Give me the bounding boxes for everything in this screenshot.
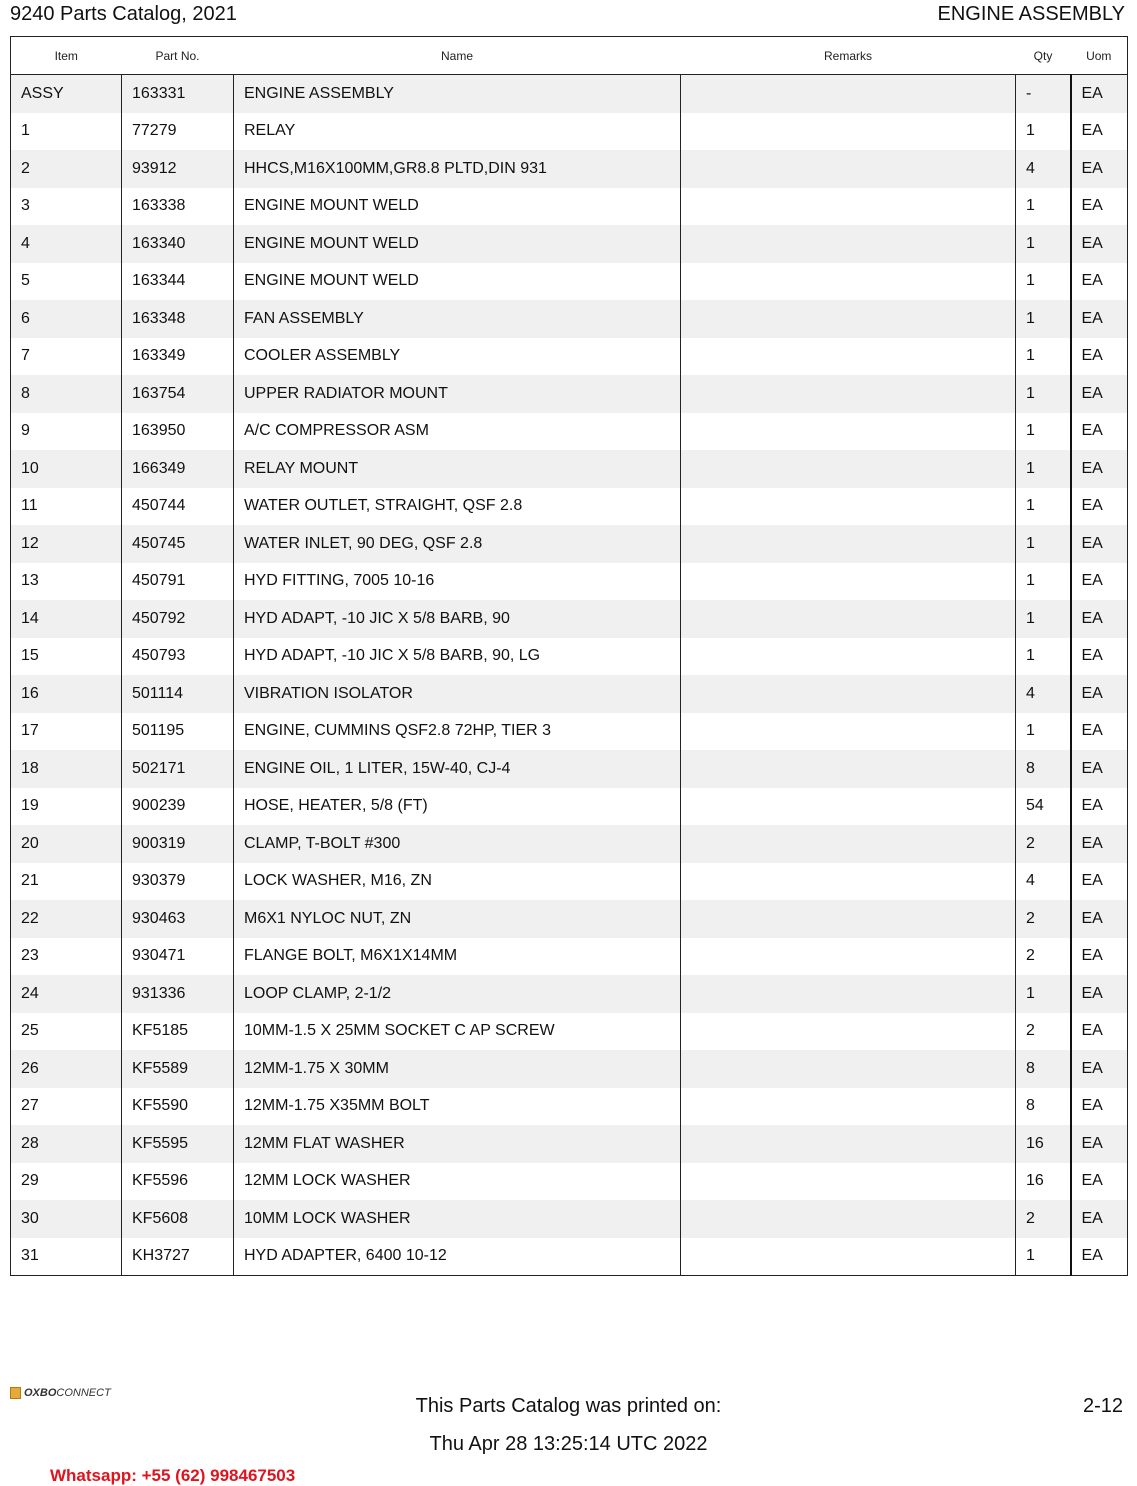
cell-item: 29 [11, 1163, 122, 1201]
cell-qty: 4 [1016, 150, 1071, 188]
cell-name: HOSE, HEATER, 5/8 (FT) [234, 788, 681, 826]
cell-remarks [681, 675, 1016, 713]
cell-qty: 1 [1016, 413, 1071, 451]
cell-uom: EA [1071, 525, 1128, 563]
cell-remarks [681, 975, 1016, 1013]
cell-qty: 8 [1016, 750, 1071, 788]
table-row [11, 225, 1128, 263]
cell-uom: EA [1071, 413, 1128, 451]
cell-qty: 1 [1016, 375, 1071, 413]
page-number: 2-12 [1082, 1395, 1123, 1417]
cell-part-no: 501114 [122, 675, 234, 713]
cell-uom: EA [1071, 1200, 1128, 1238]
cell-item: 7 [11, 338, 122, 376]
cell-qty: - [1016, 75, 1071, 113]
cell-name: LOCK WASHER, M16, ZN [234, 863, 681, 901]
cell-uom: EA [1071, 188, 1128, 226]
cell-uom: EA [1071, 1238, 1128, 1276]
cell-item: 1 [11, 113, 122, 151]
cell-name: ENGINE, CUMMINS QSF2.8 72HP, TIER 3 [234, 713, 681, 751]
column-header-part-no: Part No. [122, 37, 234, 75]
cell-item: 30 [11, 1200, 122, 1238]
column-header-qty: Qty [1016, 37, 1071, 75]
table-row [11, 300, 1128, 338]
cell-part-no: KF5185 [122, 1013, 234, 1051]
cell-remarks [681, 188, 1016, 226]
cell-item: 31 [11, 1238, 122, 1276]
table-row [11, 1163, 1128, 1201]
table-row [11, 975, 1128, 1013]
table-row [11, 263, 1128, 301]
cell-name: WATER OUTLET, STRAIGHT, QSF 2.8 [234, 488, 681, 526]
table-row [11, 1125, 1128, 1163]
cell-uom: EA [1071, 825, 1128, 863]
cell-remarks [681, 75, 1016, 113]
cell-uom: EA [1071, 375, 1128, 413]
cell-remarks [681, 450, 1016, 488]
cell-uom: EA [1071, 338, 1128, 376]
table-row [11, 638, 1128, 676]
cell-item: 13 [11, 563, 122, 601]
cell-remarks [681, 788, 1016, 826]
cell-item: 5 [11, 263, 122, 301]
cell-uom: EA [1071, 1013, 1128, 1051]
cell-part-no: 450745 [122, 525, 234, 563]
cell-qty: 1 [1016, 188, 1071, 226]
table-row [11, 413, 1128, 451]
table-row [11, 1013, 1128, 1051]
cell-uom: EA [1071, 1050, 1128, 1088]
cell-part-no: 900239 [122, 788, 234, 826]
catalog-title: 9240 Parts Catalog, 2021 [10, 3, 237, 25]
cell-part-no: 501195 [122, 713, 234, 751]
parts-table-header [11, 37, 1128, 75]
cell-item: 18 [11, 750, 122, 788]
table-row [11, 338, 1128, 376]
cell-remarks [681, 900, 1016, 938]
cell-item: 8 [11, 375, 122, 413]
cell-qty: 1 [1016, 600, 1071, 638]
cell-part-no: 163344 [122, 263, 234, 301]
cell-qty: 1 [1016, 488, 1071, 526]
cell-name: HYD ADAPTER, 6400 10-12 [234, 1238, 681, 1276]
cell-uom: EA [1071, 675, 1128, 713]
column-header-item: Item [11, 37, 122, 75]
cell-name: ENGINE ASSEMBLY [234, 75, 681, 113]
section-title: ENGINE ASSEMBLY [937, 3, 1125, 25]
parts-table [10, 36, 1128, 1276]
cell-remarks [681, 600, 1016, 638]
cell-name: COOLER ASSEMBLY [234, 338, 681, 376]
cell-qty: 16 [1016, 1125, 1071, 1163]
cell-part-no: 502171 [122, 750, 234, 788]
cell-item: 15 [11, 638, 122, 676]
cell-uom: EA [1071, 75, 1128, 113]
cell-remarks [681, 638, 1016, 676]
table-row [11, 750, 1128, 788]
cell-remarks [681, 413, 1016, 451]
cell-name: M6X1 NYLOC NUT, ZN [234, 900, 681, 938]
table-row [11, 1088, 1128, 1126]
table-row [11, 825, 1128, 863]
table-row [11, 900, 1128, 938]
cell-remarks [681, 113, 1016, 151]
cell-name: VIBRATION ISOLATOR [234, 675, 681, 713]
cell-part-no: 930379 [122, 863, 234, 901]
cell-item: ASSY [11, 75, 122, 113]
cell-item: 12 [11, 525, 122, 563]
cell-item: 26 [11, 1050, 122, 1088]
cell-name: FAN ASSEMBLY [234, 300, 681, 338]
cell-part-no: 930471 [122, 938, 234, 976]
table-row [11, 675, 1128, 713]
cell-part-no: 900319 [122, 825, 234, 863]
cell-name: HYD ADAPT, -10 JIC X 5/8 BARB, 90 [234, 600, 681, 638]
cell-uom: EA [1071, 713, 1128, 751]
cell-part-no: 450793 [122, 638, 234, 676]
table-row [11, 188, 1128, 226]
cell-item: 27 [11, 1088, 122, 1126]
cell-qty: 8 [1016, 1088, 1071, 1126]
cell-item: 6 [11, 300, 122, 338]
table-row [11, 1050, 1128, 1088]
cell-uom: EA [1071, 863, 1128, 901]
cell-uom: EA [1071, 1088, 1128, 1126]
cell-qty: 1 [1016, 113, 1071, 151]
cell-remarks [681, 338, 1016, 376]
cell-uom: EA [1071, 1125, 1128, 1163]
table-row [11, 150, 1128, 188]
cell-qty: 2 [1016, 1200, 1071, 1238]
printed-on-date: Thu Apr 28 13:25:14 UTC 2022 [429, 1433, 708, 1455]
cell-part-no: 930463 [122, 900, 234, 938]
column-header-uom: Uom [1071, 37, 1128, 75]
cell-part-no: 450792 [122, 600, 234, 638]
cell-name: HHCS,M16X100MM,GR8.8 PLTD,DIN 931 [234, 150, 681, 188]
cell-qty: 1 [1016, 975, 1071, 1013]
cell-name: HYD FITTING, 7005 10-16 [234, 563, 681, 601]
cell-qty: 1 [1016, 225, 1071, 263]
cell-remarks [681, 488, 1016, 526]
cell-remarks [681, 713, 1016, 751]
cell-part-no: KF5595 [122, 1125, 234, 1163]
table-row [11, 788, 1128, 826]
cell-uom: EA [1071, 900, 1128, 938]
cell-uom: EA [1071, 300, 1128, 338]
cell-remarks [681, 1088, 1016, 1126]
table-row [11, 525, 1128, 563]
cell-qty: 2 [1016, 1013, 1071, 1051]
cell-qty: 2 [1016, 825, 1071, 863]
logo-text-bold: OXBO [24, 1387, 57, 1399]
cell-part-no: 450744 [122, 488, 234, 526]
cell-item: 21 [11, 863, 122, 901]
parts-table-body [11, 75, 1128, 1276]
printed-on-label: This Parts Catalog was printed on: [415, 1395, 722, 1417]
cell-name: UPPER RADIATOR MOUNT [234, 375, 681, 413]
table-row [11, 563, 1128, 601]
cell-name: CLAMP, T-BOLT #300 [234, 825, 681, 863]
cell-remarks [681, 1013, 1016, 1051]
cell-uom: EA [1071, 150, 1128, 188]
cell-item: 4 [11, 225, 122, 263]
cell-uom: EA [1071, 750, 1128, 788]
cell-part-no: KF5596 [122, 1163, 234, 1201]
cell-part-no: KF5608 [122, 1200, 234, 1238]
cell-uom: EA [1071, 938, 1128, 976]
cell-qty: 1 [1016, 450, 1071, 488]
cell-item: 3 [11, 188, 122, 226]
cell-qty: 1 [1016, 263, 1071, 301]
cell-qty: 1 [1016, 525, 1071, 563]
cell-qty: 8 [1016, 1050, 1071, 1088]
cell-part-no: KF5589 [122, 1050, 234, 1088]
cell-item: 23 [11, 938, 122, 976]
cell-part-no: 450791 [122, 563, 234, 601]
cell-qty: 1 [1016, 563, 1071, 601]
cell-qty: 2 [1016, 900, 1071, 938]
cell-qty: 4 [1016, 675, 1071, 713]
cell-remarks [681, 150, 1016, 188]
cell-item: 14 [11, 600, 122, 638]
column-header-remarks: Remarks [681, 37, 1016, 75]
cell-part-no: 163331 [122, 75, 234, 113]
cell-uom: EA [1071, 788, 1128, 826]
table-row [11, 75, 1128, 113]
cell-part-no: 163340 [122, 225, 234, 263]
cell-uom: EA [1071, 600, 1128, 638]
cell-qty: 1 [1016, 638, 1071, 676]
cell-uom: EA [1071, 225, 1128, 263]
cell-name: ENGINE MOUNT WELD [234, 263, 681, 301]
cell-remarks [681, 825, 1016, 863]
cell-remarks [681, 300, 1016, 338]
cell-item: 22 [11, 900, 122, 938]
column-header-name: Name [234, 37, 681, 75]
cell-qty: 1 [1016, 1238, 1071, 1276]
cell-name: 12MM FLAT WASHER [234, 1125, 681, 1163]
cell-item: 28 [11, 1125, 122, 1163]
cell-uom: EA [1071, 488, 1128, 526]
cell-remarks [681, 563, 1016, 601]
cell-name: 12MM-1.75 X35MM BOLT [234, 1088, 681, 1126]
table-row [11, 713, 1128, 751]
cell-item: 25 [11, 1013, 122, 1051]
logo-text-light: CONNECT [56, 1387, 111, 1399]
cell-part-no: 931336 [122, 975, 234, 1013]
cell-part-no: 163348 [122, 300, 234, 338]
cell-remarks [681, 1238, 1016, 1276]
cell-name: 12MM LOCK WASHER [234, 1163, 681, 1201]
cell-name: ENGINE MOUNT WELD [234, 225, 681, 263]
cell-uom: EA [1071, 975, 1128, 1013]
cell-remarks [681, 750, 1016, 788]
cell-part-no: 163349 [122, 338, 234, 376]
cell-name: ENGINE OIL, 1 LITER, 15W-40, CJ-4 [234, 750, 681, 788]
cell-part-no: 166349 [122, 450, 234, 488]
cell-qty: 1 [1016, 338, 1071, 376]
whatsapp-contact: Whatsapp: +55 (62) 998467503 [50, 1466, 296, 1485]
cell-name: RELAY [234, 113, 681, 151]
cell-remarks [681, 263, 1016, 301]
cell-part-no: KF5590 [122, 1088, 234, 1126]
cell-qty: 54 [1016, 788, 1071, 826]
cell-part-no: 163754 [122, 375, 234, 413]
cell-qty: 1 [1016, 300, 1071, 338]
cell-name: 10MM LOCK WASHER [234, 1200, 681, 1238]
cell-remarks [681, 1050, 1016, 1088]
cell-uom: EA [1071, 263, 1128, 301]
cell-item: 24 [11, 975, 122, 1013]
cell-item: 19 [11, 788, 122, 826]
cell-remarks [681, 225, 1016, 263]
table-row [11, 1238, 1128, 1276]
cell-uom: EA [1071, 450, 1128, 488]
cell-part-no: KH3727 [122, 1238, 234, 1276]
cell-qty: 1 [1016, 713, 1071, 751]
cell-remarks [681, 525, 1016, 563]
cell-name: FLANGE BOLT, M6X1X14MM [234, 938, 681, 976]
cell-uom: EA [1071, 1163, 1128, 1201]
cell-uom: EA [1071, 113, 1128, 151]
cell-remarks [681, 1125, 1016, 1163]
cell-name: 12MM-1.75 X 30MM [234, 1050, 681, 1088]
cell-item: 20 [11, 825, 122, 863]
cell-item: 9 [11, 413, 122, 451]
cell-qty: 4 [1016, 863, 1071, 901]
cell-part-no: 163950 [122, 413, 234, 451]
cell-name: 10MM-1.5 X 25MM SOCKET C AP SCREW [234, 1013, 681, 1051]
cell-name: RELAY MOUNT [234, 450, 681, 488]
table-row [11, 863, 1128, 901]
table-row [11, 375, 1128, 413]
cell-remarks [681, 863, 1016, 901]
cell-item: 11 [11, 488, 122, 526]
cell-name: HYD ADAPT, -10 JIC X 5/8 BARB, 90, LG [234, 638, 681, 676]
table-row [11, 450, 1128, 488]
cell-part-no: 163338 [122, 188, 234, 226]
table-row [11, 600, 1128, 638]
cell-remarks [681, 375, 1016, 413]
cell-item: 16 [11, 675, 122, 713]
cell-remarks [681, 938, 1016, 976]
table-row [11, 113, 1128, 151]
cell-uom: EA [1071, 563, 1128, 601]
table-row [11, 488, 1128, 526]
cell-name: LOOP CLAMP, 2-1/2 [234, 975, 681, 1013]
cell-item: 10 [11, 450, 122, 488]
cell-qty: 16 [1016, 1163, 1071, 1201]
cell-part-no: 77279 [122, 113, 234, 151]
cell-item: 17 [11, 713, 122, 751]
cell-qty: 2 [1016, 938, 1071, 976]
cell-part-no: 93912 [122, 150, 234, 188]
cell-remarks [681, 1200, 1016, 1238]
cell-uom: EA [1071, 638, 1128, 676]
cell-name: WATER INLET, 90 DEG, QSF 2.8 [234, 525, 681, 563]
cell-remarks [681, 1163, 1016, 1201]
cell-name: A/C COMPRESSOR ASM [234, 413, 681, 451]
cell-name: ENGINE MOUNT WELD [234, 188, 681, 226]
cell-item: 2 [11, 150, 122, 188]
table-row [11, 1200, 1128, 1238]
table-row [11, 938, 1128, 976]
